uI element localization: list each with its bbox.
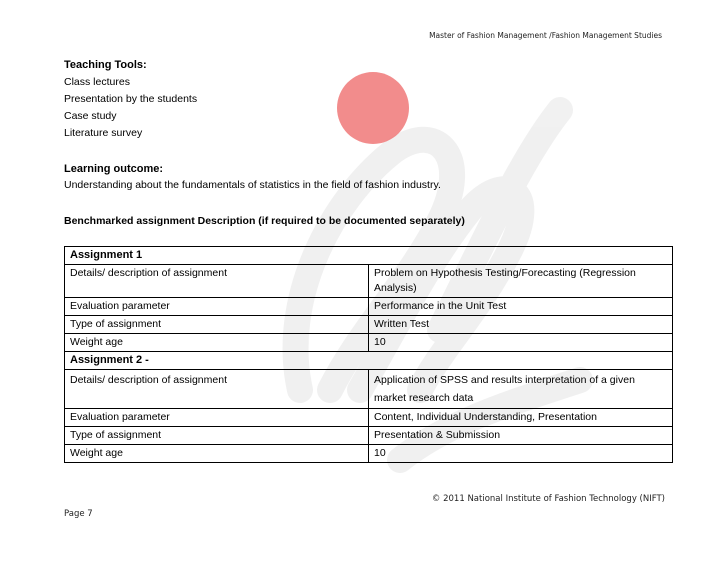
row-value-text: Application of SPSS and results interpretation of a given market research data <box>374 374 635 404</box>
teaching-tools-heading: Teaching Tools: <box>64 59 147 71</box>
row-value <box>369 370 673 409</box>
row-value: 10 <box>369 334 673 352</box>
benchmark-heading: Benchmarked assignment Description (if required to be documented separately) <box>64 215 465 227</box>
row-label <box>65 370 369 409</box>
assignment-header-row <box>65 247 673 265</box>
table-row <box>65 370 673 409</box>
assignment-header-row <box>65 352 673 370</box>
table-row <box>65 265 673 298</box>
teaching-tools-section <box>64 58 674 142</box>
running-header: Master of Fashion Management /Fashion Management Studies <box>429 31 662 40</box>
assignment-2-title: Assignment 2 - <box>65 352 673 370</box>
row-label: Weight age <box>65 445 369 463</box>
row-value: 10 <box>369 445 673 463</box>
row-label: Evaluation parameter <box>65 298 369 316</box>
learning-outcome-heading: Learning outcome: <box>64 163 164 175</box>
table-row <box>65 334 673 352</box>
row-value: Content, Individual Understanding, Presentation <box>369 409 673 427</box>
learning-outcome-section <box>64 162 674 194</box>
row-label: Details/ description of assignment <box>65 265 369 298</box>
row-value: Written Test <box>369 316 673 334</box>
table-row <box>65 298 673 316</box>
row-label: Type of assignment <box>65 427 369 445</box>
row-value: Performance in the Unit Test <box>369 298 673 316</box>
row-value: Presentation & Submission <box>369 427 673 445</box>
teaching-tool-item: Literature survey <box>64 127 143 139</box>
table-row <box>65 445 673 463</box>
table-row <box>65 316 673 334</box>
teaching-tool-item: Presentation by the students <box>64 93 198 105</box>
row-label: Evaluation parameter <box>65 409 369 427</box>
row-value: Problem on Hypothesis Testing/Forecasting (Regression Analysis) <box>369 265 673 298</box>
copyright-footer: © 2011 National Institute of Fashion Technology (NIFT) <box>431 494 665 504</box>
row-label-text: Details/ description of assignment <box>70 374 227 386</box>
teaching-tool-item: Class lectures <box>64 76 130 88</box>
table-row <box>65 427 673 445</box>
row-label: Type of assignment <box>65 316 369 334</box>
assignments-table <box>64 246 673 463</box>
teaching-tool-item: Case study <box>64 110 117 122</box>
row-label: Weight age <box>65 334 369 352</box>
table-row <box>65 409 673 427</box>
assignment-1-title: Assignment 1 <box>65 247 673 265</box>
page-content <box>64 58 674 228</box>
learning-outcome-text: Understanding about the fundamentals of statistics in the field of fashion industry. <box>64 179 441 191</box>
page-number: Page 7 <box>64 509 93 519</box>
